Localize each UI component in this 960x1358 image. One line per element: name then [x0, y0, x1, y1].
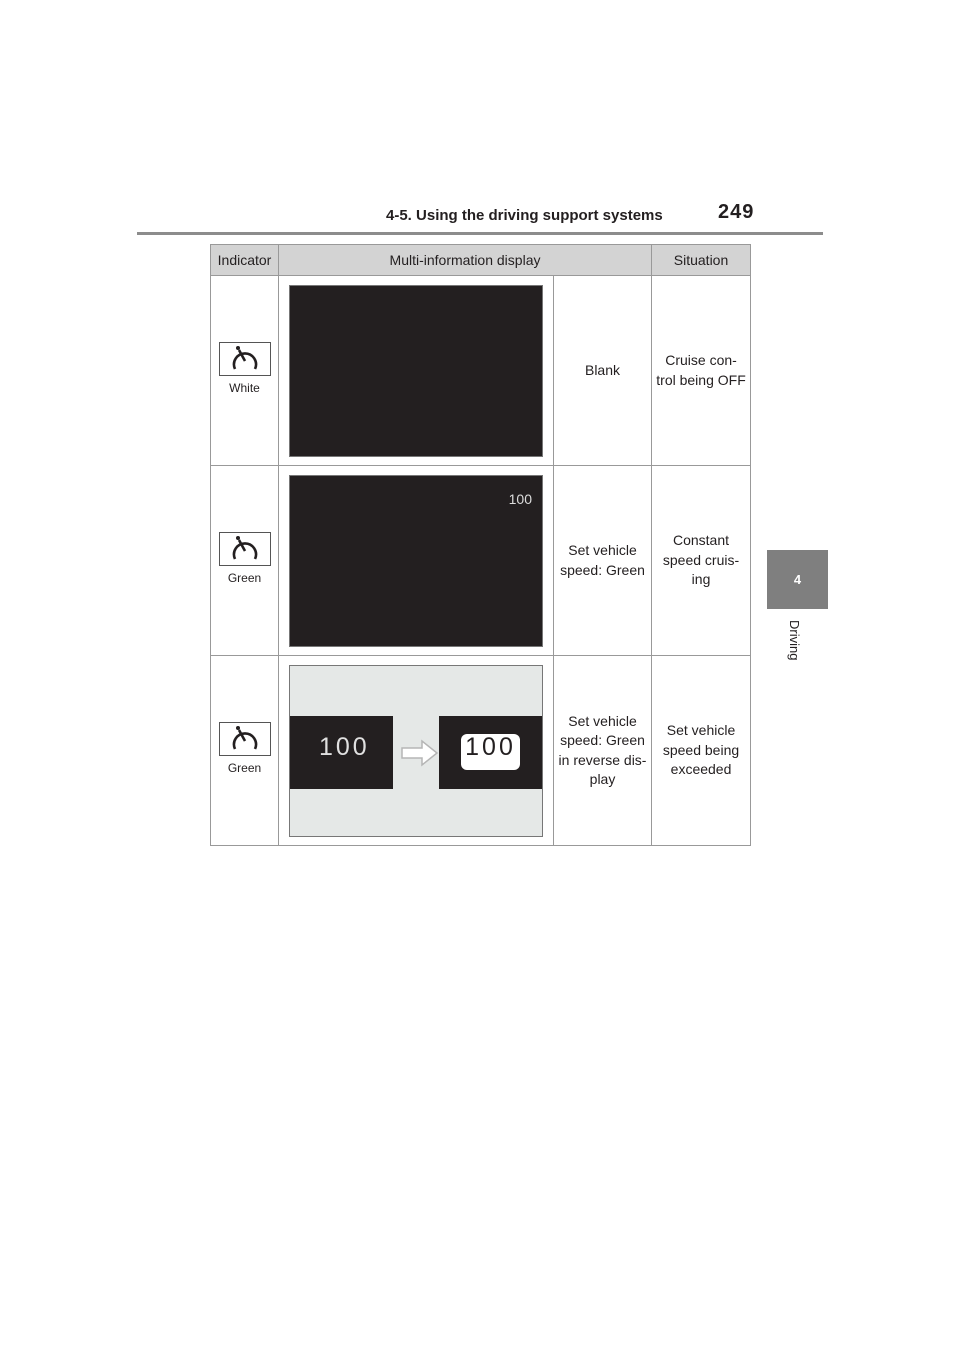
display-screen-speed [289, 475, 543, 647]
cruise-control-icon [229, 345, 261, 373]
display-screen-blank [289, 285, 543, 457]
situation-text: Cruise con-trol being OFF [656, 352, 746, 388]
situation-text: Set vehicle speed being exceeded [662, 722, 740, 778]
display-description-cell [554, 656, 652, 846]
indicator-box [219, 722, 271, 756]
chapter-label: Driving [787, 620, 802, 661]
indicator-cell [211, 276, 279, 466]
cruise-control-icon [229, 725, 261, 753]
chapter-tab [767, 550, 828, 609]
table-row [211, 276, 751, 466]
table-header-row [211, 245, 751, 276]
indicator-color-caption: White [229, 381, 260, 396]
display-description-cell [554, 276, 652, 466]
display-screen-reverse [289, 665, 543, 837]
situation-cell [652, 276, 751, 466]
display-description: Blank [584, 361, 621, 378]
cruise-control-icon [229, 535, 261, 563]
display-description: Set vehicle speed: Green in reverse dis-play [558, 712, 647, 787]
display-description-cell [554, 466, 652, 656]
table-row [211, 466, 751, 656]
reverse-speed-box [461, 734, 520, 770]
display-image-cell [279, 466, 554, 656]
section-title: 4-5. Using the driving support systems [386, 207, 663, 224]
header-divider [137, 232, 823, 235]
normal-speed-panel [290, 716, 393, 789]
right-arrow-icon [400, 739, 440, 767]
chapter-label-wrap [786, 620, 800, 680]
display-image-cell [279, 276, 554, 466]
column-header-display: Multi-information display [279, 245, 652, 276]
indicator-cell [211, 656, 279, 846]
situation-cell [652, 656, 751, 846]
situation-cell [652, 466, 751, 656]
chapter-number: 4 [793, 572, 802, 587]
page-number: 249 [718, 201, 755, 223]
normal-speed-readout: 100 [319, 732, 370, 761]
reverse-speed-panel [439, 716, 542, 789]
situation-text: Constant speed cruis-ing [662, 532, 740, 588]
indicator-color-caption: Green [227, 571, 262, 586]
indicator-box [219, 342, 271, 376]
set-speed-readout: 100 [508, 490, 532, 507]
display-image-cell [279, 656, 554, 846]
indicator-color-caption: Green [227, 761, 262, 776]
column-header-indicator: Indicator [211, 245, 279, 276]
indicator-table [210, 244, 751, 846]
indicator-box [219, 532, 271, 566]
indicator-cell [211, 466, 279, 656]
reverse-speed-readout: 100 [465, 732, 516, 761]
table-row [211, 656, 751, 846]
display-description: Set vehicle speed: Green [560, 542, 645, 578]
column-header-situation: Situation [652, 245, 751, 276]
